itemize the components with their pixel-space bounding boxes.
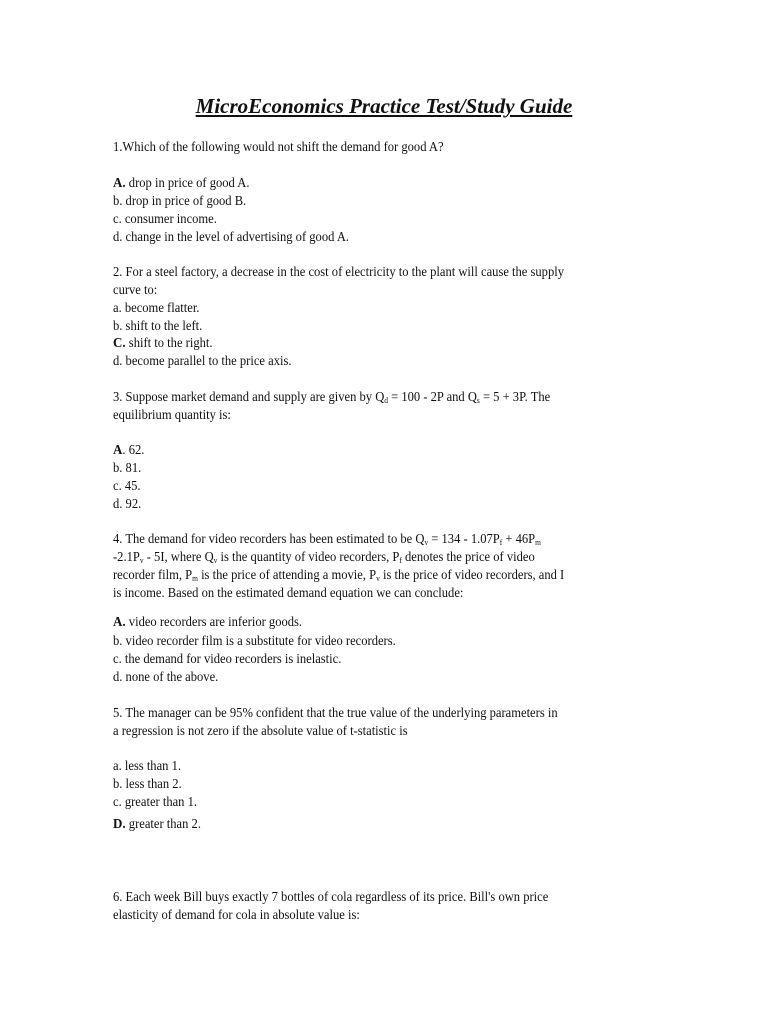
question-2-option-b: b. shift to the left. [113, 318, 203, 333]
question-4-option-d: d. none of the above. [113, 669, 219, 684]
option-text: video recorders are inferior goods. [125, 614, 303, 629]
question-3-option-a [113, 442, 144, 459]
subscript: s [476, 396, 480, 405]
text-run: = 5 + 3P. The [479, 389, 551, 404]
text-run: 3. Suppose market demand and supply are given by Q [113, 389, 385, 404]
text-run: 4. The demand for video recorders has been estimated to be Q [113, 531, 425, 546]
question-4-text-line-3 [113, 567, 564, 583]
subscript: m [535, 538, 541, 547]
subscript: m [192, 574, 198, 583]
subscript: v [139, 556, 144, 565]
text-run: is the quantity of video recorders, P [217, 549, 400, 564]
question-1-option-b: b. drop in price of good B. [113, 193, 247, 208]
answer-marker: C. [113, 336, 126, 351]
question-3-option-b: b. 81. [113, 460, 142, 475]
question-2-option-c [113, 335, 213, 352]
subscript: v [376, 574, 380, 583]
question-5-text-line-2: a regression is not zero if the absolute value of t-statistic is [113, 723, 408, 738]
text-run: = 134 - 1.07P [428, 531, 500, 546]
subscript: d [384, 396, 388, 405]
question-1-option-d: d. change in the level of advertising of good A. [113, 229, 350, 244]
answer-marker: A. [113, 615, 126, 630]
question-4-text-line-4: is income. Based on the estimated demand equation we can conclude: [113, 585, 464, 600]
question-6-text-line-2: elasticity of demand for cola in absolute value is: [113, 907, 360, 922]
text-run: is the price of video recorders, and I [379, 567, 565, 582]
subscript: v [213, 556, 218, 565]
question-1-option-a [113, 175, 249, 192]
question-5-option-d [113, 816, 201, 833]
question-2-option-a: a. become flatter. [113, 300, 200, 315]
option-text: drop in price of good A. [125, 175, 250, 190]
text-run: - 5I, where Q [143, 549, 214, 564]
question-4-option-a [113, 614, 302, 631]
answer-marker: A [113, 443, 123, 458]
question-3-text-line-2: equilibrium quantity is: [113, 407, 231, 422]
question-3-option-c: c. 45. [113, 478, 141, 493]
question-5-option-b: b. less than 2. [113, 776, 182, 791]
question-5-text-line-1: 5. The manager can be 95% confident that the true value of the underlying parameters in [113, 705, 558, 720]
text-run: denotes the price of video [401, 549, 535, 564]
text-run: is the price of attending a movie, P [197, 567, 377, 582]
option-text: . 62. [122, 442, 145, 457]
text-run: = 100 - 2P and Q [387, 389, 477, 404]
question-2-option-d: d. become parallel to the price axis. [113, 353, 292, 368]
question-4-option-c: c. the demand for video recorders is inelastic. [113, 651, 342, 666]
subscript: f [499, 538, 503, 547]
option-text: shift to the right. [125, 335, 213, 350]
question-3-text-line-1 [113, 389, 550, 405]
question-3-option-d: d. 92. [113, 496, 142, 511]
answer-marker: A. [113, 176, 126, 191]
question-4-text-line-2 [113, 549, 535, 565]
answer-marker: D. [113, 817, 126, 832]
question-2-text-line-1: 2. For a steel factory, a decrease in the cost of electricity to the plant will cause the supply [113, 264, 565, 279]
option-text: greater than 2. [125, 816, 201, 831]
subscript: v [424, 538, 429, 547]
text-run: + 46P [502, 531, 536, 546]
text-run: -2.1P [113, 549, 140, 564]
question-4-text-line-1 [113, 531, 541, 547]
question-2-text-line-2: curve to: [113, 282, 158, 297]
question-6-text-line-1: 6. Each week Bill buys exactly 7 bottles of cola regardless of its price. Bill's own price [113, 889, 549, 904]
question-1-option-c: c. consumer income. [113, 211, 217, 226]
document-title: MicroEconomics Practice Test/Study Guide [195, 94, 573, 118]
question-4-option-b: b. video recorder film is a substitute for video recorders. [113, 633, 396, 648]
question-1-text: 1.Which of the following would not shift the demand for good A? [113, 139, 444, 154]
question-5-option-a: a. less than 1. [113, 758, 182, 773]
text-run: recorder film, P [113, 567, 193, 582]
question-5-option-c: c. greater than 1. [113, 794, 198, 809]
subscript: f [399, 556, 402, 565]
